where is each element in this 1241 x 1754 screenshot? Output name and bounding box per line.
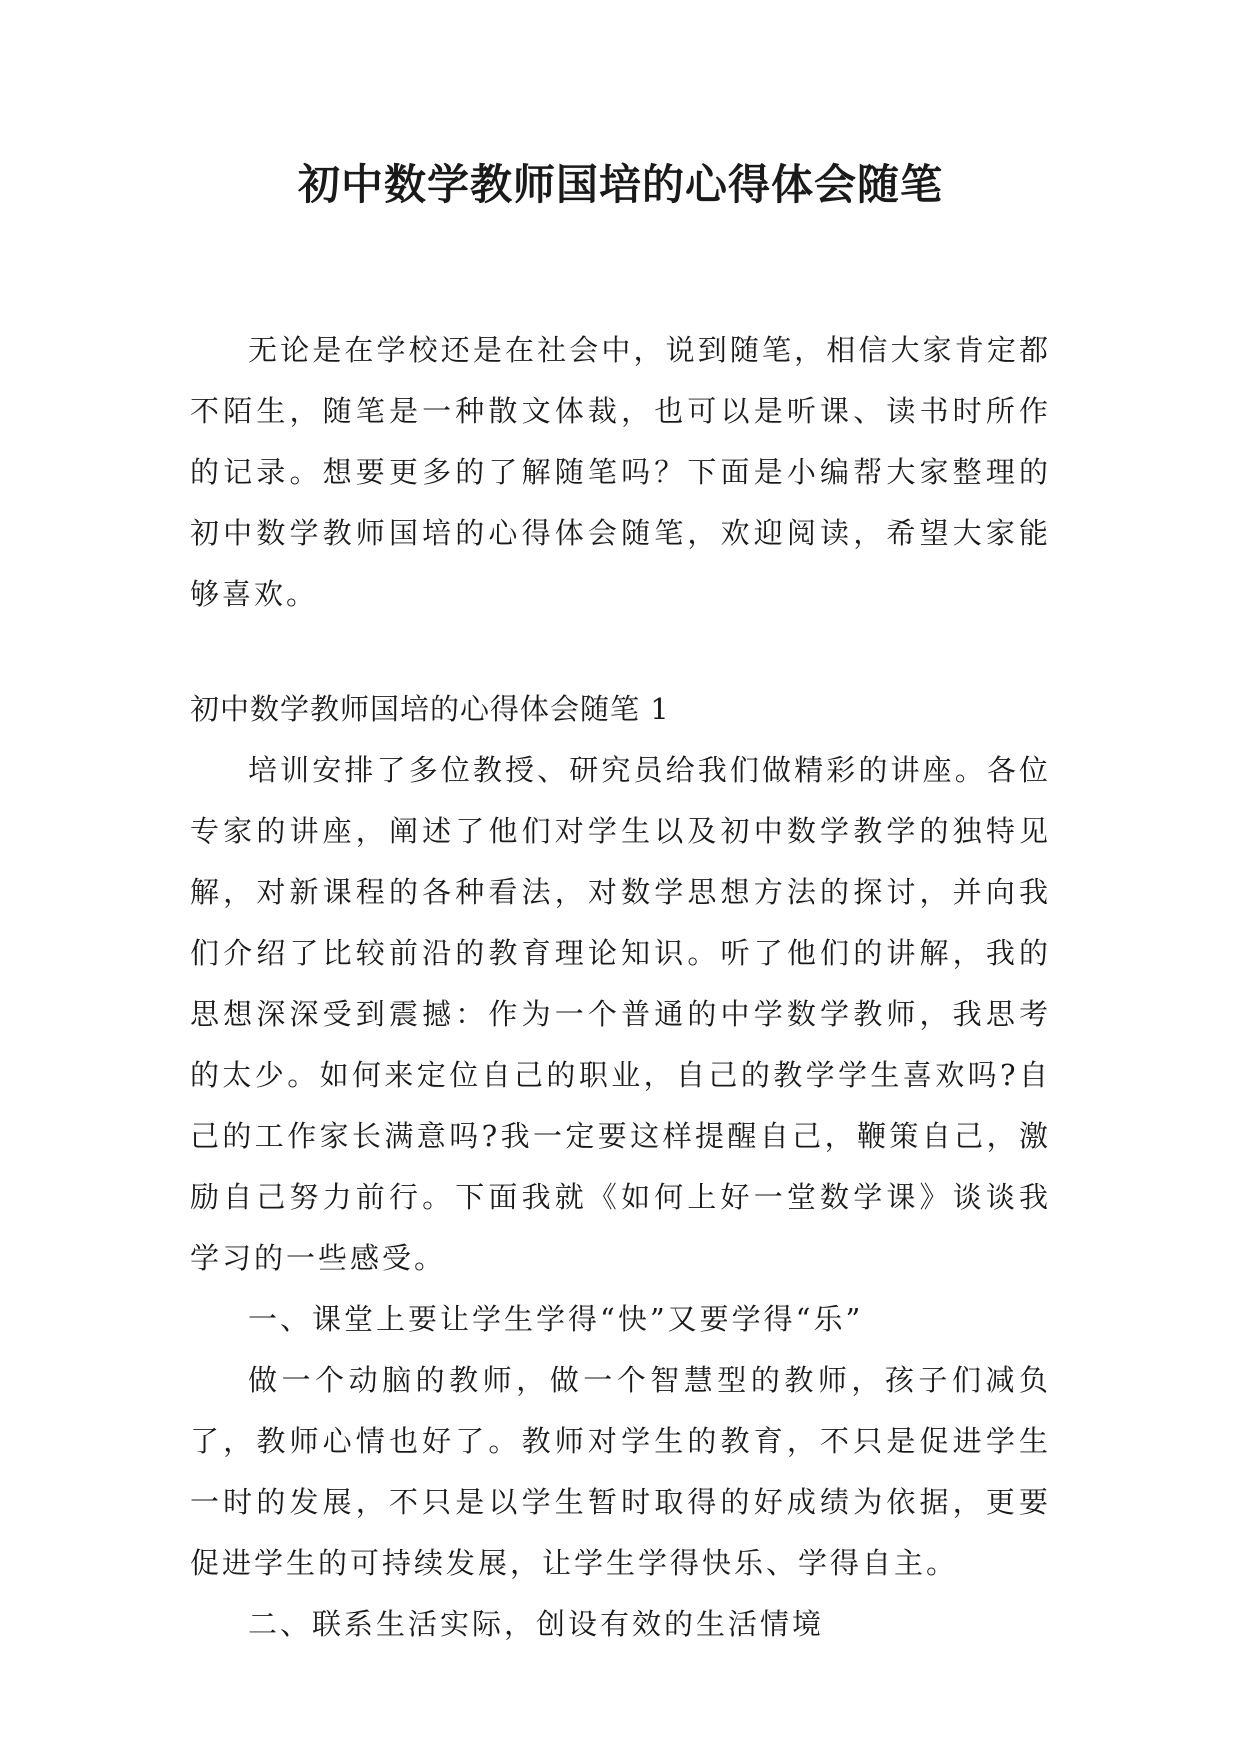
document-title: 初中数学教师国培的心得体会随笔	[297, 160, 943, 209]
section-heading: 初中数学教师国培的心得体会随笔 1	[190, 692, 670, 726]
sub-heading-2: 二、联系生活实际，创设有效的生活情境	[248, 1607, 825, 1641]
body-paragraph: 培训安排了多位教授、研究员给我们做精彩的讲座。各位专家的讲座，阐述了他们对学生以及初中数学教学的独特见解，对新课程的各种看法，对数学思想方法的探讨，并向我们介绍了比较前沿的教育理论知识。听了他们的讲解，我的思想深深受到震撼：作为一个普通的中学数学教师，我思考的太少。如何来定位自己的职业，自己的教学学生喜欢吗?自己的工作家长满意吗?我一定要这样提醒自己，鞭策自己，激励自己努力前行。下面我就《如何上好一堂数学课》谈谈我学习的一些感受。	[190, 753, 1051, 1275]
sub-heading-1: 一、课堂上要让学生学得“快”又要学得“乐”	[248, 1302, 864, 1336]
essay-section-1	[190, 679, 1051, 1655]
body-paragraph: 做一个动脑的教师，做一个智慧型的教师，孩子们减负了，教师心情也好了。教师对学生的教育，不只是促进学生一时的发展，不只是以学生暂时取得的好成绩为依据，更要促进学生的可持续发展，让学生学得快乐、学得自主。	[190, 1363, 1051, 1580]
intro-paragraph: 无论是在学校还是在社会中，说到随笔，相信大家肯定都不陌生，随笔是一种散文体裁，也可以是听课、读书时所作的记录。想要更多的了解随笔吗？下面是小编帮大家整理的初中数学教师国培的心得体会随笔，欢迎阅读，希望大家能够喜欢。	[190, 333, 1051, 611]
intro-section	[190, 320, 1051, 625]
